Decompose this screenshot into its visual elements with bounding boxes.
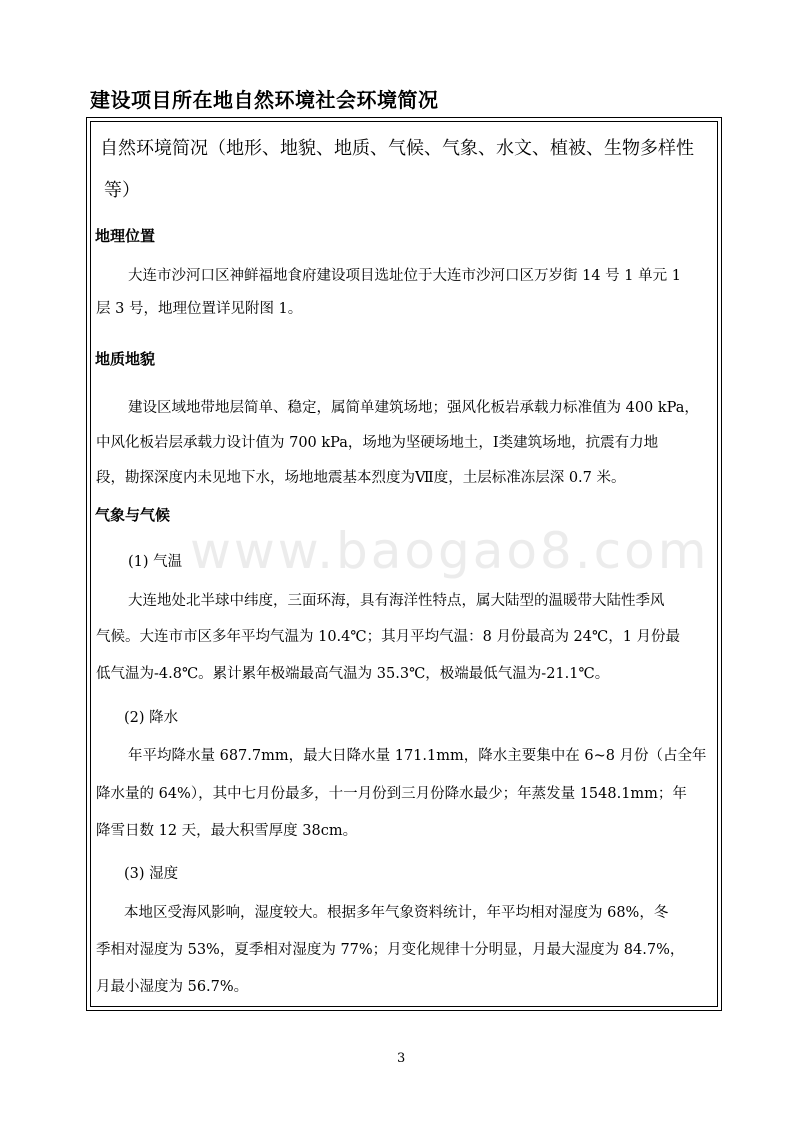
geology-heading: 地质地貌 (95, 350, 156, 368)
geology-line-3: 段，勘探深度内未见地下水，场地地震基本烈度为Ⅶ度，土层标准冻层深 0.7 米。 (96, 470, 626, 486)
geology-line-2: 中风化板岩层承载力设计值为 700 kPa，场地为坚硬场地土，Ⅰ类建筑场地，抗震有力地 (96, 435, 659, 451)
humidity-line-2: 季相对湿度为 53%，夏季相对湿度为 77%；月变化规律十分明显，月最大湿度为 84.7%， (96, 942, 685, 958)
temperature-line-1: 大连地处北半球中纬度，三面环海，具有海洋性特点，属大陆型的温暖带大陆性季风 (128, 593, 665, 609)
location-line-2: 层 3 号，地理位置详见附图 1。 (96, 301, 303, 317)
location-line-1: 大连市沙河口区神鲜福地食府建设项目选址位于大连市沙河口区万岁街 14 号 1 单元 1 (128, 268, 681, 284)
geology-line-1: 建设区域地带地层简单、稳定，属简单建筑场地；强风化板岩承载力标准值为 400 kPa， (128, 400, 699, 416)
watermark: www.baogao8.com (190, 522, 710, 580)
temperature-line-3: 低气温为-4.8℃。累计累年极端最高气温为 35.3℃，极端最低气温为-21.1℃。 (96, 666, 610, 682)
humidity-line-3: 月最小湿度为 56.7%。 (96, 979, 249, 995)
precipitation-line-1: 年平均降水量 687.7mm，最大日降水量 171.1mm，降水主要集中在 6~8 月份（占全年 (128, 748, 707, 764)
location-heading: 地理位置 (95, 227, 156, 245)
page-number: 3 (397, 1051, 406, 1066)
humidity-label: (3) 湿度 (124, 866, 179, 882)
humidity-line-1: 本地区受海风影响，湿度较大。根据多年气象资料统计，年平均相对湿度为 68%，冬 (124, 905, 669, 921)
precipitation-label: (2) 降水 (124, 710, 179, 726)
precipitation-line-2: 降水量的 64%），其中七月份最多，十一月份到三月份降水最少；年蒸发量 1548.1mm；年 (96, 786, 687, 802)
section-title-line-1: 自然环境简况（地形、地貌、地质、气候、气象、水文、植被、生物多样性 (100, 138, 694, 159)
temperature-label: (1) 气温 (128, 554, 183, 570)
section-title (100, 128, 720, 212)
climate-heading: 气象与气候 (95, 506, 171, 524)
temperature-line-2: 气候。大连市市区多年平均气温为 10.4℃；其月平均气温：8 月份最高为 24℃，1 月份最 (96, 629, 681, 645)
precipitation-line-3: 降雪日数 12 天，最大积雪厚度 38cm。 (96, 823, 358, 839)
page-heading: 建设项目所在地自然环境社会环境简况 (90, 88, 439, 112)
section-title-line-2: 等） (104, 180, 140, 201)
